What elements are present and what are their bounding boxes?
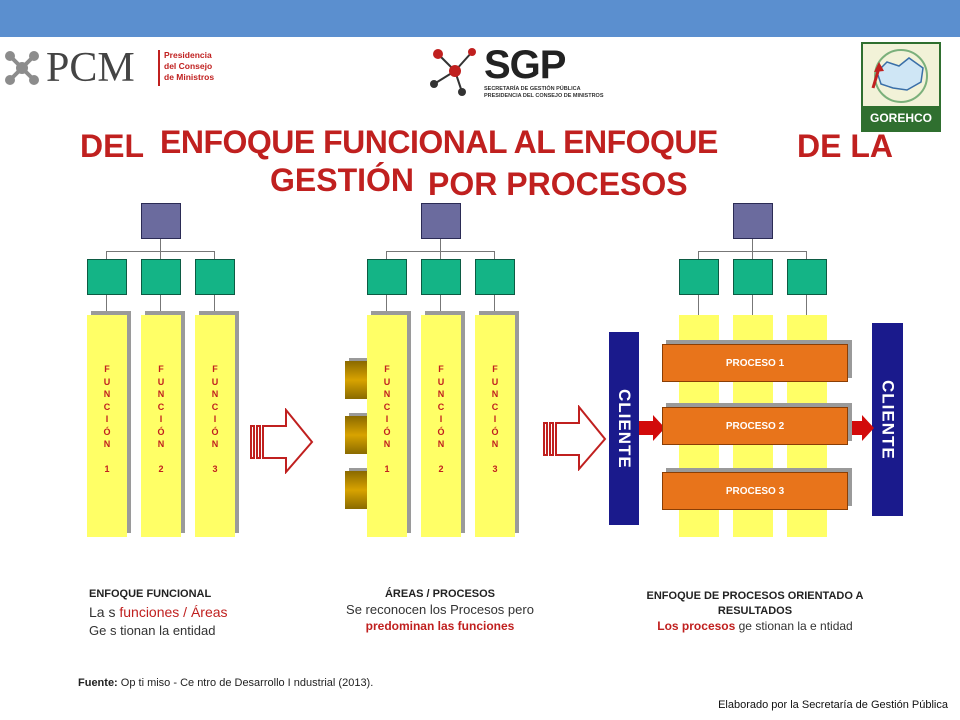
title-part-procesos: POR PROCESOS <box>428 166 688 202</box>
unit-box-1 <box>87 259 127 295</box>
org-top-box <box>141 203 181 239</box>
caption-functional-title: ENFOQUE FUNCIONAL <box>89 588 212 600</box>
caption-functional-line1: La s funciones / Áreas <box>89 604 228 620</box>
function-column-3: F U N C I Ó N 3 <box>475 315 515 537</box>
source-note: Fuente: Op ti miso - Ce ntro de Desarrollo I ndustrial (2013). <box>78 677 374 689</box>
caption-functional-line2: Ge s tionan la entidad <box>89 623 216 638</box>
function-column-3: F U N C I Ó N 3 <box>195 315 235 537</box>
pcm-logo-subtitle: Presidencia del Consejo de Ministros <box>164 50 215 82</box>
caption-process-line: Los procesos ge stionan la e ntidad <box>657 619 853 633</box>
caption-areas-line2: predominan las funciones <box>365 619 515 633</box>
sgp-network-icon <box>428 44 482 98</box>
transition-arrow-2-icon <box>543 405 609 471</box>
cliente-output-bar: CLIENTE <box>872 323 903 516</box>
process-box-1: PROCESO 1 <box>662 344 848 382</box>
pcm-emblem-icon <box>2 48 42 88</box>
pcm-logo <box>2 46 222 92</box>
gorehco-label: GOREHCO <box>863 106 939 130</box>
top-bar <box>0 0 960 37</box>
caption-process <box>605 590 905 633</box>
process-box-3: PROCESO 3 <box>662 472 848 510</box>
org-top-box <box>733 203 773 239</box>
function-column-2: F U N C I Ó N 2 <box>141 315 181 537</box>
sgp-logo-text: SGP <box>484 43 566 87</box>
pcm-logo-text: PCM <box>46 45 135 91</box>
title-part-enfoque: ENFOQUE FUNCIONAL AL ENFOQUE <box>160 124 718 160</box>
unit-box-1 <box>367 259 407 295</box>
caption-areas <box>300 588 580 633</box>
caption-areas-line1: Se reconocen los Procesos pero <box>346 602 534 617</box>
unit-box-3 <box>787 259 827 295</box>
unit-box-3 <box>475 259 515 295</box>
sgp-subtitle-1: SECRETARÍA DE GESTIÓN PÚBLICA <box>484 86 581 92</box>
cliente-input-bar: CLIENTE <box>609 332 639 525</box>
function-column-2: F U N C I Ó N 2 <box>421 315 461 537</box>
transition-arrow-1-icon <box>250 408 316 474</box>
unit-box-2 <box>733 259 773 295</box>
unit-box-2 <box>421 259 461 295</box>
caption-areas-title: ÁREAS / PROCESOS <box>384 588 496 600</box>
gorehco-logo <box>861 42 941 132</box>
region-map-icon <box>863 44 939 106</box>
unit-box-2 <box>141 259 181 295</box>
sgp-subtitle-2: PRESIDENCIA DEL CONSEJO DE MINISTROS <box>484 93 604 99</box>
caption-functional <box>89 588 309 638</box>
output-arrow-icon <box>848 415 874 441</box>
sgp-logo <box>428 44 618 104</box>
function-column-1: F U N C I Ó N 1 <box>367 315 407 537</box>
process-box-2: PROCESO 2 <box>662 407 848 445</box>
caption-process-title-1: ENFOQUE DE PROCESOS ORIENTADO A <box>646 590 864 602</box>
unit-box-3 <box>195 259 235 295</box>
function-column-1: F U N C I Ó N 1 <box>87 315 127 537</box>
footer-credit: Elaborado por la Secretaría de Gestión Pública <box>718 699 948 711</box>
title-part-gestion: GESTIÓN <box>270 162 415 198</box>
caption-process-title-2: RESULTADOS <box>717 605 793 617</box>
org-top-box <box>421 203 461 239</box>
unit-box-1 <box>679 259 719 295</box>
title-part-del: DEL <box>80 128 144 164</box>
title-part-dela: DE LA <box>797 128 893 164</box>
